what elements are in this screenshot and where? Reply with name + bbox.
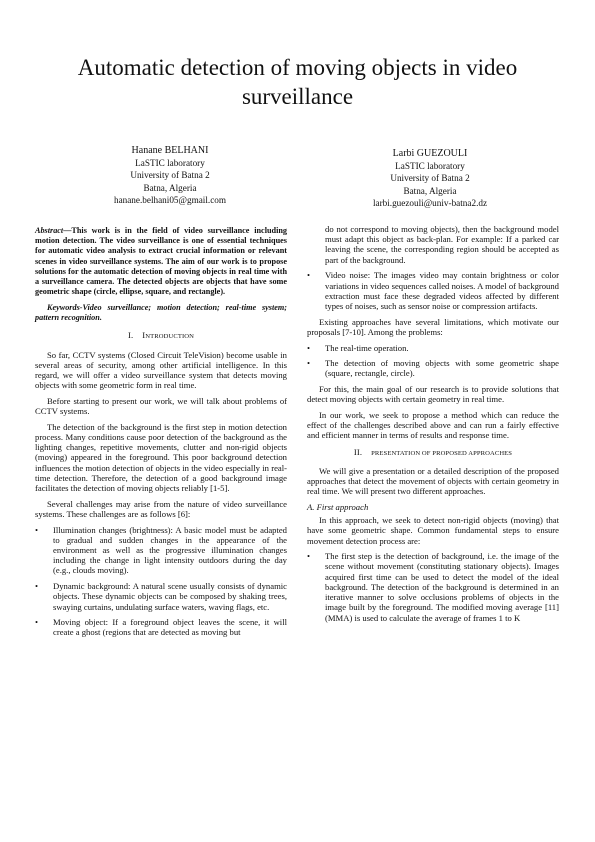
subsection-heading: A. First approach xyxy=(307,501,369,512)
right-column xyxy=(307,224,559,628)
author-email: larbi.guezouli@univ-batna2.dz xyxy=(372,198,488,209)
list-item xyxy=(307,551,559,622)
author-name: Larbi GUEZOULI xyxy=(392,148,468,159)
author-block-1 xyxy=(70,144,270,207)
list-item-text: The first step is the detection of background, i.e. the image of the scene without movement (constituting stationary objects). Images acquired first time can be used to detect the model of the ideal background. The detection of the background is determined in an iterative manner to solve occlusions problems of objects in the image built by the foreground. The modified moving average [11] (MMA) is used to calculate the average of frames 1 to K xyxy=(325,551,559,623)
noise-list xyxy=(307,270,559,311)
section-title-initial: I xyxy=(142,330,146,341)
section-number: I. xyxy=(128,330,134,341)
list-item-text: Moving object: If a foreground object leaves the scene, it will create a ghost (regions that are detected as moving but xyxy=(53,617,287,638)
bullet-icon: • xyxy=(307,551,311,562)
left-column xyxy=(35,226,287,643)
author-email: hanane.belhani05@gmail.com xyxy=(113,195,227,206)
paragraph-first-approach: In this approach, we seek to detect non-rigid objects (moving) that have some geometric shape. Common fundamental steps to ensure movement detection process are: xyxy=(307,515,559,546)
list-item xyxy=(35,525,287,576)
bullet-icon: • xyxy=(307,358,311,369)
intro-paragraph-1: So far, CCTV systems (Closed Circuit TeleVision) become usable in several areas of security, among other artificial intelligence. In this regard, we will offer a video surveillance system that detects moving objects with some geometric form in real time. xyxy=(35,349,287,391)
list-item xyxy=(307,343,559,353)
intro-paragraph-2: Before starting to present our work, we will talk about problems of CCTV systems. xyxy=(35,395,287,417)
list-item xyxy=(307,270,559,311)
bullet-icon: • xyxy=(35,581,39,592)
problems-list xyxy=(307,343,559,379)
list-item-text: Dynamic background: A natural scene usually consists of dynamic objects. These dynamic objects can be composed by shaking trees, swaying curtains, undulating surface waters, waving flags, etc. xyxy=(53,581,287,612)
paragraph-method: In our work, we seek to propose a method which can reduce the effect of the challenges described above and can run a fairly effective and efficient manner in terms of results and response time. xyxy=(307,410,559,441)
author-university: University of Batna 2 xyxy=(130,170,210,181)
bullet-icon: • xyxy=(307,270,311,281)
list-item-text: Video noise: The images video may contain brightness or color variations in video sequences called noises. A model of background extraction must face these degraded videos affected by different types of noises, such as sensor noise or compression artifacts. xyxy=(325,270,559,311)
continued-list-text: do not correspond to moving objects), then the background model must adapt this object as back-plan. For example: If a parked car leaving the scene, the corresponding region should be accepted as part of the background. xyxy=(325,224,559,265)
author-location: Batna, Algeria xyxy=(403,185,457,196)
steps-list xyxy=(307,551,559,622)
author-block-2 xyxy=(330,147,530,210)
intro-paragraph-3: The detection of the background is the first step in motion detection process. Many conditions cause poor detection of the background as the lighting changes, repetitive movements, clutter and non-rigid objects (moving) appeared in the foreground. This poor background detection influences the motion detection of objects in the video especially in real-time detection. Therefore, the detection of a good background image facilitates the detection of moving objects reliably [1-5]. xyxy=(35,421,287,493)
keywords: Keywords-Video surveillance; motion detection; real-time system; pattern recognition. xyxy=(35,302,287,323)
bullet-icon: • xyxy=(35,617,39,628)
list-item xyxy=(35,581,287,612)
section-title: PRESENTATION OF PROPOSED APPROACHES xyxy=(371,449,513,457)
list-item xyxy=(307,358,559,378)
list-item-text: The detection of moving objects with some geometric shape (square, rectangle, circle). xyxy=(325,358,559,379)
list-item xyxy=(35,617,287,637)
section-heading-approaches xyxy=(307,447,559,459)
author-university: University of Batna 2 xyxy=(390,173,470,184)
list-item-text: Illumination changes (brightness): A basic model must be adapted to gradual and sudden changes in the appearance of the environment as well as the progressive illumination changes including the change in light intensity outdoors during the day (e.g., clouds moving). xyxy=(53,524,287,576)
paragraph-limitations: Existing approaches have several limitations, which motivate our proposals [7-10]. Among the problems: xyxy=(307,316,559,337)
challenges-list xyxy=(35,525,287,638)
abstract-body: —This work is in the field of video surveillance including motion detection. The video surveillance is one of essential techniques for automatic video analysis to extract crucial information or relevant scenes in video surveillance systems. The aim of our work is to propose solutions for the automatic detection of moving objects in real time with a surveillance camera. The detected objects are objects that have some geometric shape (circle, ellipse, square, and rectangle). xyxy=(35,226,287,297)
bullet-icon: • xyxy=(35,524,39,535)
author-affiliation: LaSTIC laboratory xyxy=(135,158,205,168)
author-location: Batna, Algeria xyxy=(143,182,197,193)
paragraph-approaches: We will give a presentation or a detailed description of the proposed approaches that detect the movement of objects with certain geometry in real time. We will present two different approaches. xyxy=(307,465,559,497)
intro-paragraph-4: Several challenges may arise from the nature of video surveillance systems. These challenges are as follows [6]: xyxy=(35,498,287,519)
section-heading-introduction xyxy=(35,330,287,342)
list-item-text: The real-time operation. xyxy=(325,342,409,353)
bullet-icon: • xyxy=(307,342,311,353)
abstract xyxy=(35,226,287,297)
paragraph-goal: For this, the main goal of our research is to provide solutions that detect moving objects with certain geometry in real time. xyxy=(307,384,559,405)
paper-title: Automatic detection of moving objects in video surveillance xyxy=(77,55,518,109)
abstract-lead: Abstract xyxy=(35,226,64,235)
author-name: Hanane BELHANI xyxy=(131,145,209,156)
section-title-rest: NTRODUCTION xyxy=(145,333,194,341)
section-number: II. xyxy=(353,446,363,457)
author-affiliation: LaSTIC laboratory xyxy=(395,161,465,171)
